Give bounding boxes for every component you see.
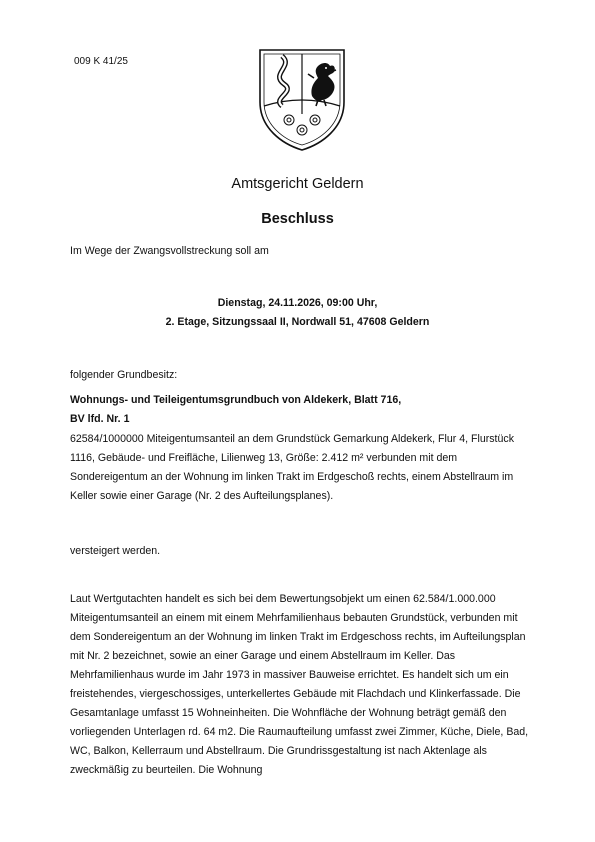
court-name: Amtsgericht Geldern <box>231 176 364 192</box>
hearing-location: 2. Etage, Sitzungssaal II, Nordwall 51, 47608 Geldern <box>165 316 430 328</box>
hearing-date: Dienstag, 24.11.2026, 09:00 Uhr, <box>217 297 378 309</box>
land-register-entry <box>70 391 532 429</box>
case-number: 009 K 41/25 <box>74 56 128 67</box>
hearing-details <box>0 294 595 332</box>
property-label: folgender Grundbesitz: <box>70 369 178 381</box>
coat-of-arms-seal <box>256 44 348 154</box>
land-register-line-2: BV lfd. Nr. 1 <box>70 413 130 425</box>
intro-text: Im Wege der Zwangsvollstreckung soll am <box>70 245 269 257</box>
document-title: Beschluss <box>261 211 334 227</box>
appraisal-paragraph: Laut Wertgutachten handelt es sich bei dem Bewertungsobjekt um einen 62.584/1.000.000 Miteigentumsanteil an einem mit einem Mehrfamilienhaus bebauten Grundstück, verbunden mit dem Sondereigentum an der Wohnung im linken Trakt im Erdgeschoss rechts, im Aufteilungsplan mit Nr. 2 bezeichnet, sowie an einer Garage und einem Abstellraum im Keller. Das Mehrfamilienhaus wurde im Jahr 1973 in massiver Bauweise errichtet. Es handelt sich um ein freistehendes, viergeschossiges, unterkellertes Gebäude mit Flachdach und Klinkerfassade. Die Gesamtanlage umfasst 15 Wohneinheiten. Die Wohnfläche der Wohnung beträgt gemäß den vorliegenden Unterlagen rd. 64 m2. Die Raumaufteilung umfasst zwei Zimmer, Küche, Diele, Bad, WC, Balkon, Kellerraum und Abstellraum. Die Grundrissgestaltung ist nach Aktenlage als zweckmäßig zu beurteilen. Die Wohnung <box>70 593 529 776</box>
land-register-line-1: Wohnungs- und Teileigentumsgrundbuch von Aldekerk, Blatt 716, <box>70 394 402 406</box>
auction-statement: versteigert werden. <box>70 545 161 557</box>
property-description: 62584/1000000 Miteigentumsanteil an dem Grundstück Gemarkung Aldekerk, Flur 4, Flurstück 1116, Gebäude- und Freifläche, Lilienweg 13, Größe: 2.412 m² verbunden mit dem Sondereigentum an der Wohnung im linken Trakt im Erdgeschoß rechts, einem Abstellraum im Keller sowie einer Garage (Nr. 2 des Aufteilungsplanes). <box>70 433 514 502</box>
